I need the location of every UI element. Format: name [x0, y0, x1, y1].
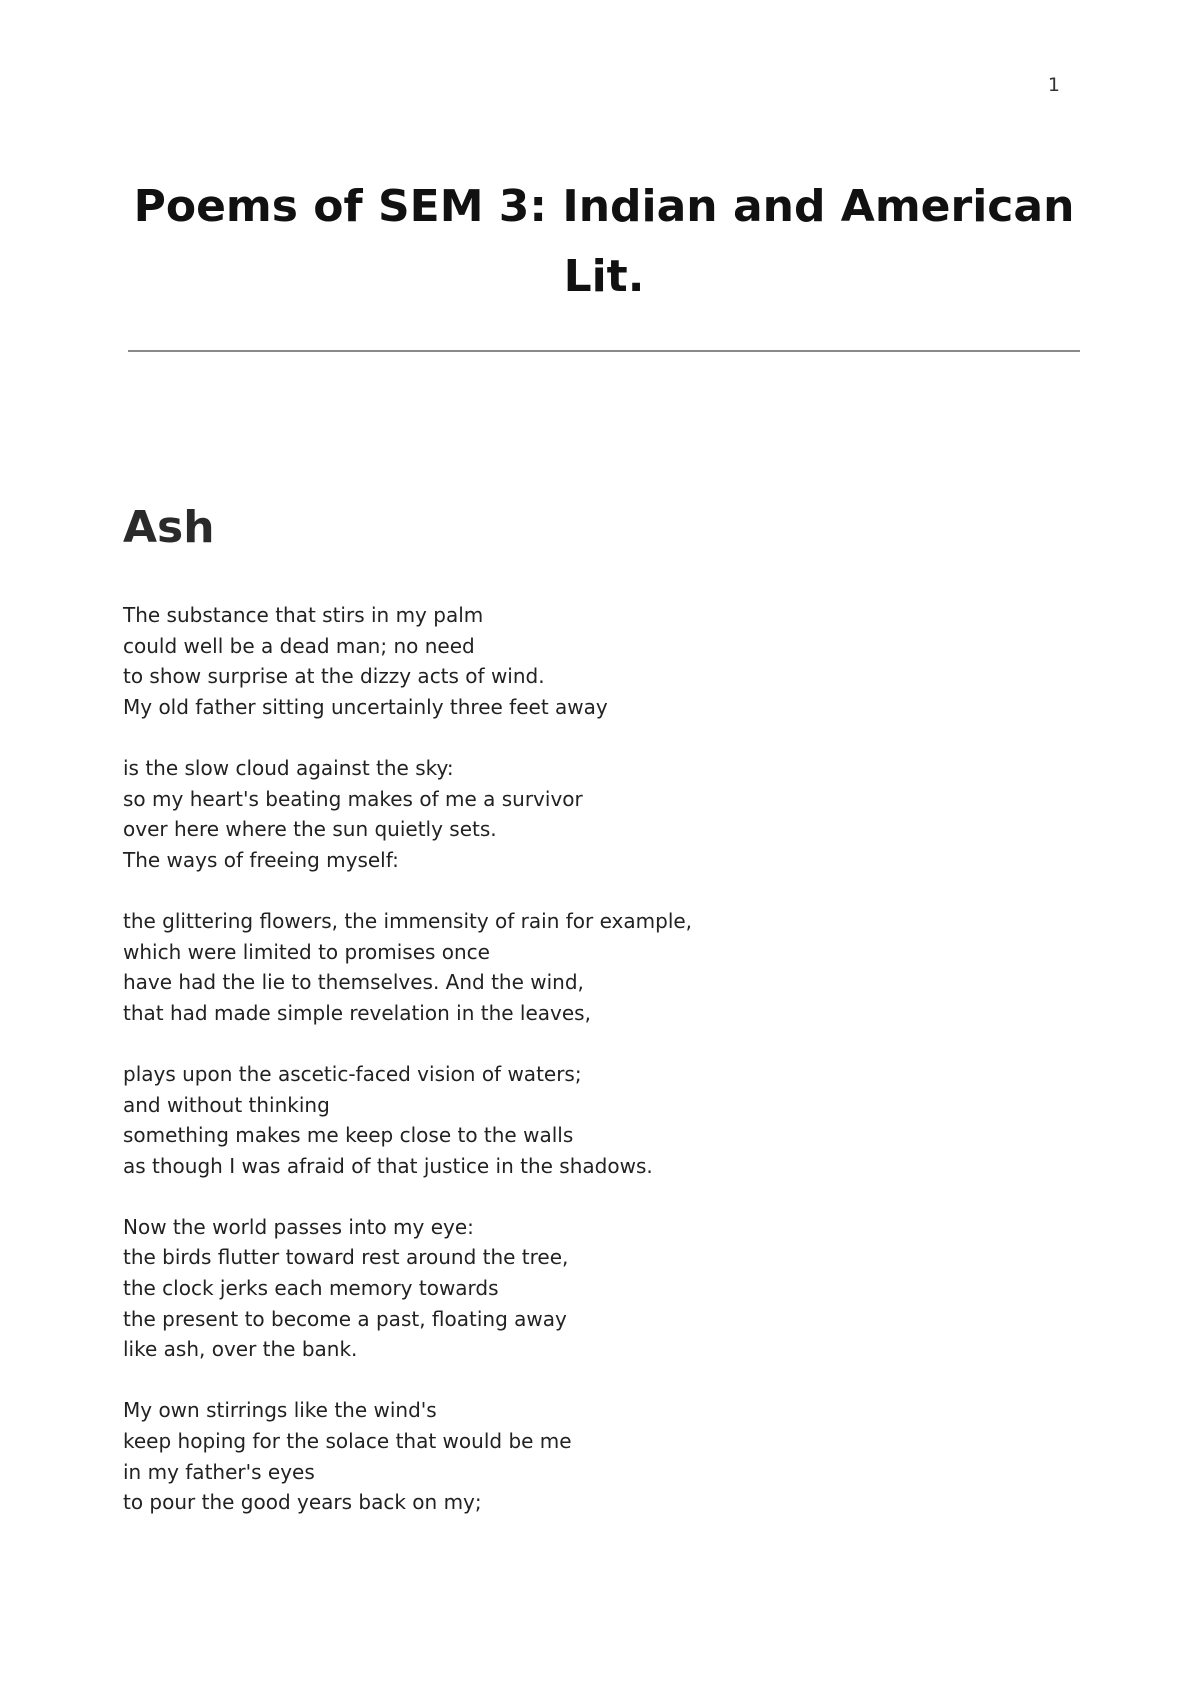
stanza	[123, 1395, 1023, 1517]
page-number: 1	[1047, 74, 1060, 96]
document-title: Poems of SEM 3: Indian and American Lit.	[133, 181, 1075, 302]
poem-line: keep hoping for the solace that would be me	[123, 1429, 572, 1454]
poem-line: the present to become a past, floating away	[123, 1306, 567, 1331]
poem-line: which were limited to promises once	[123, 939, 490, 964]
stanza	[123, 1212, 1023, 1365]
poem-line: so my heart's beating makes of me a survivor	[123, 786, 583, 811]
poem-line: and without thinking	[123, 1092, 330, 1117]
poem-line: to pour the good years back on my;	[123, 1490, 482, 1515]
poem-line: My own stirrings like the wind's	[123, 1398, 437, 1423]
poem-body	[123, 600, 1023, 1548]
poem-line: like ash, over the bank.	[123, 1337, 358, 1362]
poem-line: the clock jerks each memory towards	[123, 1276, 499, 1301]
poem-line: something makes me keep close to the walls	[123, 1123, 574, 1148]
poem-line: is the slow cloud against the sky:	[123, 755, 454, 780]
poem-line: My old father sitting uncertainly three feet away	[123, 694, 608, 719]
poem-line: The ways of freeing myself:	[123, 847, 399, 872]
stanza	[123, 906, 1023, 1028]
poem-title: Ash	[123, 502, 215, 553]
stanza	[123, 1059, 1023, 1181]
poem-line: have had the lie to themselves. And the wind,	[123, 970, 584, 995]
poem-line: that had made simple revelation in the leaves,	[123, 1000, 591, 1025]
title-divider	[128, 350, 1080, 352]
poem-line: plays upon the ascetic-faced vision of waters;	[123, 1061, 582, 1086]
poem-line: Now the world passes into my eye:	[123, 1214, 474, 1239]
poem-line: as though I was afraid of that justice in the shadows.	[123, 1153, 653, 1178]
poem-line: the glittering flowers, the immensity of rain for example,	[123, 908, 693, 933]
poem-line: The substance that stirs in my palm	[123, 603, 484, 627]
poem-line: could well be a dead man; no need	[123, 633, 475, 658]
poem-line: in my father's eyes	[123, 1459, 315, 1484]
poem-line: to show surprise at the dizzy acts of wind.	[123, 664, 545, 689]
stanza	[123, 753, 1023, 875]
poem-line: over here where the sun quietly sets.	[123, 817, 497, 842]
stanza	[123, 600, 1023, 722]
poem-line: the birds flutter toward rest around the tree,	[123, 1245, 569, 1270]
